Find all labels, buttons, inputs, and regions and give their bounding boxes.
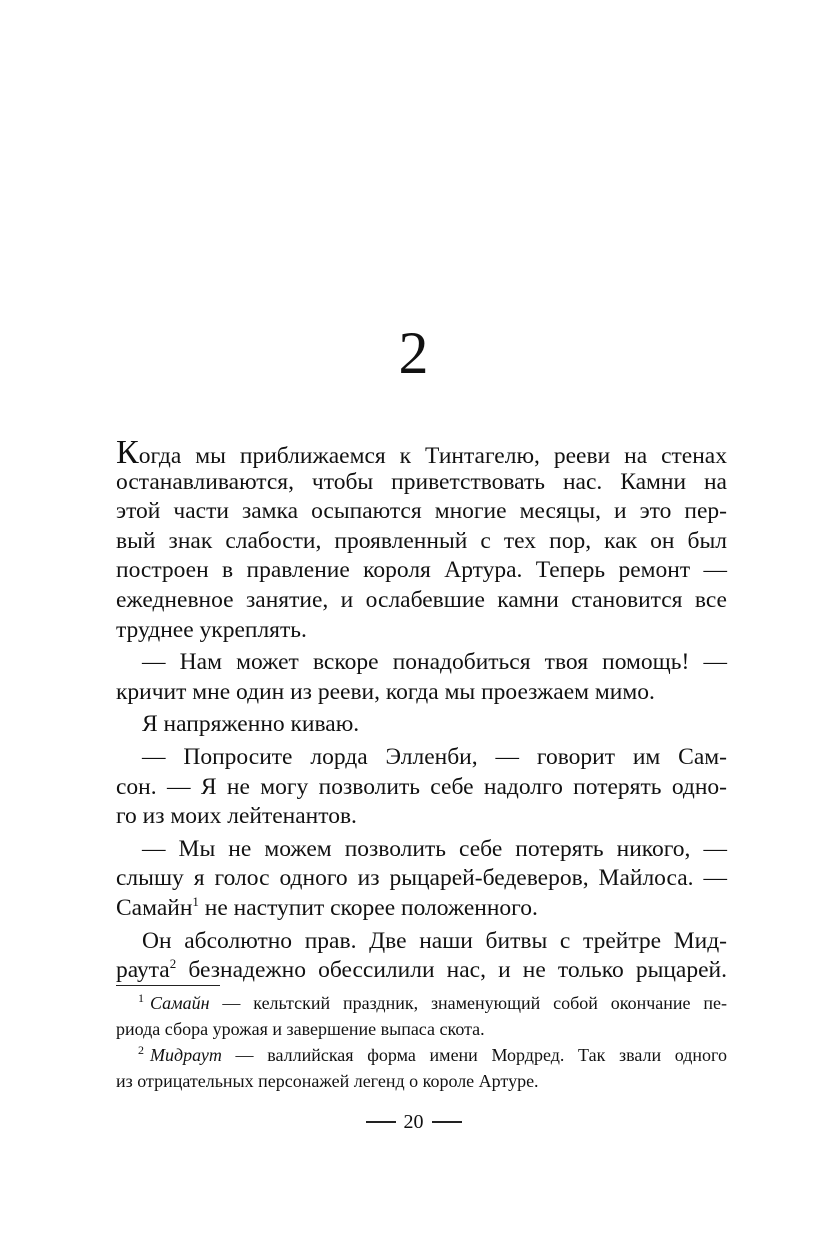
footnote-term: Мидраут [150,1045,222,1065]
page-number: 20 [403,1111,424,1133]
footnote [116,1042,727,1094]
body-line: Я напряженно киваю. [142,711,360,738]
body-text [116,434,727,986]
body-line: кричит мне один из рееви, когда мы проезжаем мимо. [116,678,655,705]
body-line-text: безнадежно обессилили нас, и не только рыцарей. [176,957,727,984]
footnote-text: — кельтский праздник, знаменующий собой окончание пе- [209,993,727,1013]
page-folio [0,1108,827,1136]
folio-ornament-left [366,1121,396,1123]
body-line: построен в правление короля Артура. Теперь ремонт — [116,557,727,584]
footnote-reference[interactable]: 1 [192,893,199,909]
footnote-separator [116,985,220,986]
body-line-text: раута [116,957,170,984]
folio-ornament-right [432,1121,462,1123]
body-line: — Попросите лорда Элленби, — говорит им Сам- [142,743,727,770]
body-line: вый знак слабости, проявленный с тех пор, как он был [116,527,727,554]
body-line: Он абсолютно прав. Две наши битвы с трейтре Мид- [142,927,727,954]
footnote-line: риода сбора урожая и завершение выпаса скота. [116,1019,485,1039]
footnote-line [116,1042,727,1068]
body-line [116,894,727,924]
body-line: этой части замка осыпаются многие месяцы, и это пер- [116,498,727,525]
footnote [116,990,727,1042]
body-line: — Мы не можем позволить себе потерять никого, — [142,835,727,862]
body-line: труднее укреплять. [116,616,307,643]
footnote-text: — валлийская форма имени Мордред. Так звали одного [221,1045,727,1065]
body-line: — Нам может вскоре понадобиться твоя помощь! — [142,649,727,676]
footnote-line: из отрицательных персонажей легенд о короле Артуре. [116,1071,539,1091]
body-line: ежедневное занятие, и ослабевшие камни становится все [116,586,727,613]
footnote-reference[interactable]: 2 [169,956,177,972]
body-line: сон. — Я не могу позволить себе надолго потерять одно- [116,773,727,800]
body-line-text: не наступит скорее положенного. [198,894,538,921]
body-line-text: Самайн [116,894,193,921]
body-line: го из моих лейтенантов. [116,803,357,830]
drop-cap: К [116,434,139,471]
footnote-line [116,990,727,1016]
body-line: слышу я голос одного из рыцарей-бедеверов, Майлоса. — [116,865,727,892]
body-line-text: огда мы приближаемся к Тинтагелю, рееви на стенах [138,443,727,469]
footnote-mark: 2 [138,1043,144,1057]
footnote-term: Самайн [150,993,210,1013]
footnote-mark: 1 [138,991,144,1005]
body-line: останавливаются, чтобы приветствовать нас. Камни на [116,468,727,495]
body-line [116,956,727,986]
body-line [116,434,727,471]
footnotes [116,990,727,1094]
chapter-number: 2 [398,320,429,386]
